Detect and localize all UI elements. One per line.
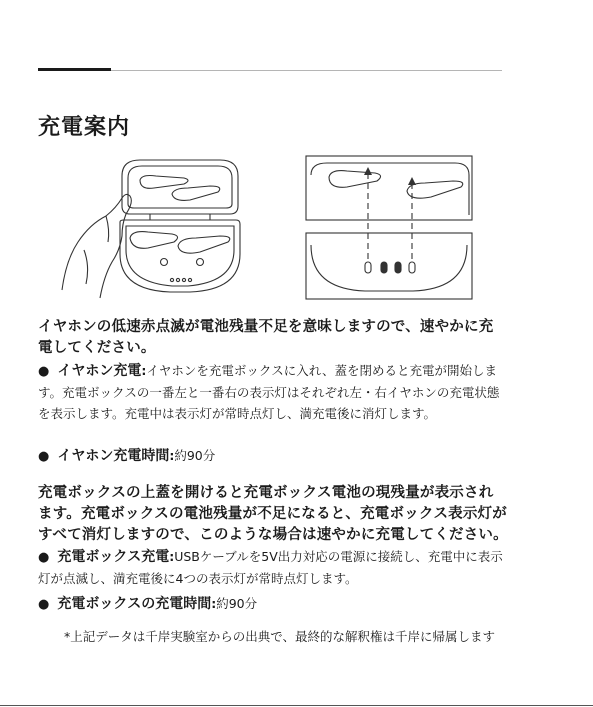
charging-case-open-illustration [60, 150, 260, 302]
footnote: *上記データは千岸実験室からの出典で、最終的な解釈権は千岸に帰属します [64, 629, 496, 644]
earphone-charging-item: ● イヤホン充電:イヤホンを充電ボックスに入れ、蓋を閉めると充電が開始します。充電ボックスの一番左と一番右の表示灯はそれぞれ左・右イヤホンの充電状態を表示します。充電中は表示灯が常時点灯し、満充電後に消灯します。 [38, 363, 500, 421]
earphone-charging-label: イヤホン充電 [57, 363, 142, 379]
earphone-time-item: ● イヤホン充電時間:約90分 [38, 448, 216, 464]
case-low-battery-warning: 充電ボックスの上蓋を開けると充電ボックス電池の現残量が表示されます。充電ボックスの電池残量が不足になると、充電ボックス表示灯がすべて消灯しますので、このような場合は速やかに充電してください。 [38, 485, 508, 543]
bullet-icon: ● [38, 597, 50, 612]
earphone-charging-text: イヤホンを充電ボックスに入れ、蓋を閉めると充電が開始します。充電ボックスの一番左と一番右の表示灯はそれぞれ左・右イヤホンの充電状態を表示します。充電中は表示灯が常時点灯し、満充電後に消灯します。 [38, 363, 500, 421]
earphone-time-value: 約90分 [174, 448, 216, 463]
case-charging-label: 充電ボックス充電 [57, 549, 170, 565]
page-bottom-rule [0, 705, 593, 706]
header-rule-accent [38, 68, 111, 71]
case-time-label: 充電ボックスの充電時間 [57, 596, 212, 612]
page-title: 充電案内 [38, 115, 131, 140]
earphone-low-battery-warning: イヤホンの低速赤点滅が電池残量不足を意味しますので、速やかに充電してください。 [38, 319, 494, 356]
case-time-item: ● 充電ボックスの充電時間:約90分 [38, 596, 258, 612]
bullet-icon: ● [38, 449, 50, 464]
case-charging-text: USBケーブルを5V出力対応の電源に接続し、充電中に表示灯が点滅し、満充電後に4つの表示灯が常時点灯します。 [38, 549, 503, 586]
header-rule [111, 70, 502, 71]
earphone-time-label: イヤホン充電時間 [57, 448, 170, 464]
case-time-value: 約90分 [216, 596, 258, 611]
bullet-icon: ● [38, 550, 50, 565]
bullet-icon: ● [38, 364, 50, 379]
case-charging-item: ● 充電ボックス充電:USBケーブルを5V出力対応の電源に接続し、充電中に表示灯が点滅し、満充電後に4つの表示灯が常時点灯します。 [38, 549, 503, 586]
indicator-lights-illustration [305, 155, 507, 301]
